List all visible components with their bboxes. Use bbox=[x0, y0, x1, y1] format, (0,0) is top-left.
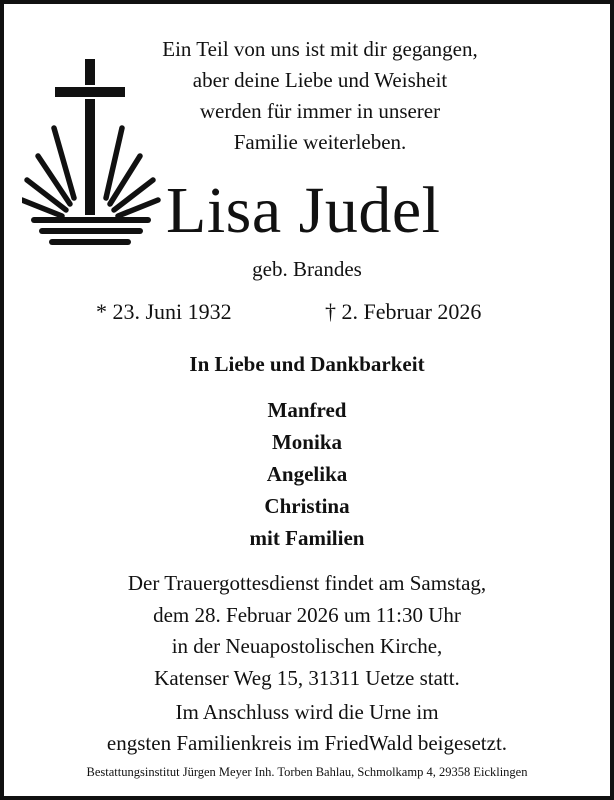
service-info bbox=[0, 568, 614, 694]
mourner-name: Christina bbox=[264, 494, 350, 518]
service-line: Katenser Weg 15, 31311 Uetze statt. bbox=[154, 665, 460, 690]
quote-line: Familie weiterleben. bbox=[233, 130, 407, 154]
burial-info bbox=[0, 697, 614, 759]
burial-line: Im Anschluss wird die Urne im bbox=[175, 700, 439, 724]
funeral-home-footer: Bestattungsinstitut Jürgen Meyer Inh. Torben Bahlau, Schmolkamp 4, 29358 Eicklingen bbox=[86, 765, 528, 779]
service-line: dem 28. Februar 2026 um 11:30 Uhr bbox=[153, 602, 461, 627]
service-line: Der Trauergottesdienst findet am Samstag, bbox=[127, 571, 487, 595]
death-date: † 2. Februar 2026 bbox=[325, 299, 482, 324]
dedication: In Liebe und Dankbarkeit bbox=[189, 352, 425, 376]
mourners-list bbox=[0, 394, 614, 554]
quote bbox=[95, 34, 545, 158]
service-line: in der Neuapostolischen Kirche, bbox=[171, 634, 443, 658]
maiden-name: geb. Brandes bbox=[252, 257, 362, 281]
birth-date: * 23. Juni 1932 bbox=[96, 299, 232, 324]
mourner-name: Monika bbox=[271, 430, 342, 454]
deceased-name: Lisa Judel bbox=[166, 174, 441, 247]
quote-line: aber deine Liebe und Weisheit bbox=[192, 68, 448, 92]
mourner-name: Angelika bbox=[266, 462, 348, 486]
mourner-name: mit Familien bbox=[249, 526, 365, 550]
quote-line: werden für immer in unserer bbox=[199, 99, 441, 123]
burial-line: engsten Familienkreis im FriedWald beigesetzt. bbox=[106, 731, 508, 755]
mourner-name: Manfred bbox=[267, 398, 347, 422]
quote-line: Ein Teil von uns ist mit dir gegangen, bbox=[162, 37, 478, 61]
